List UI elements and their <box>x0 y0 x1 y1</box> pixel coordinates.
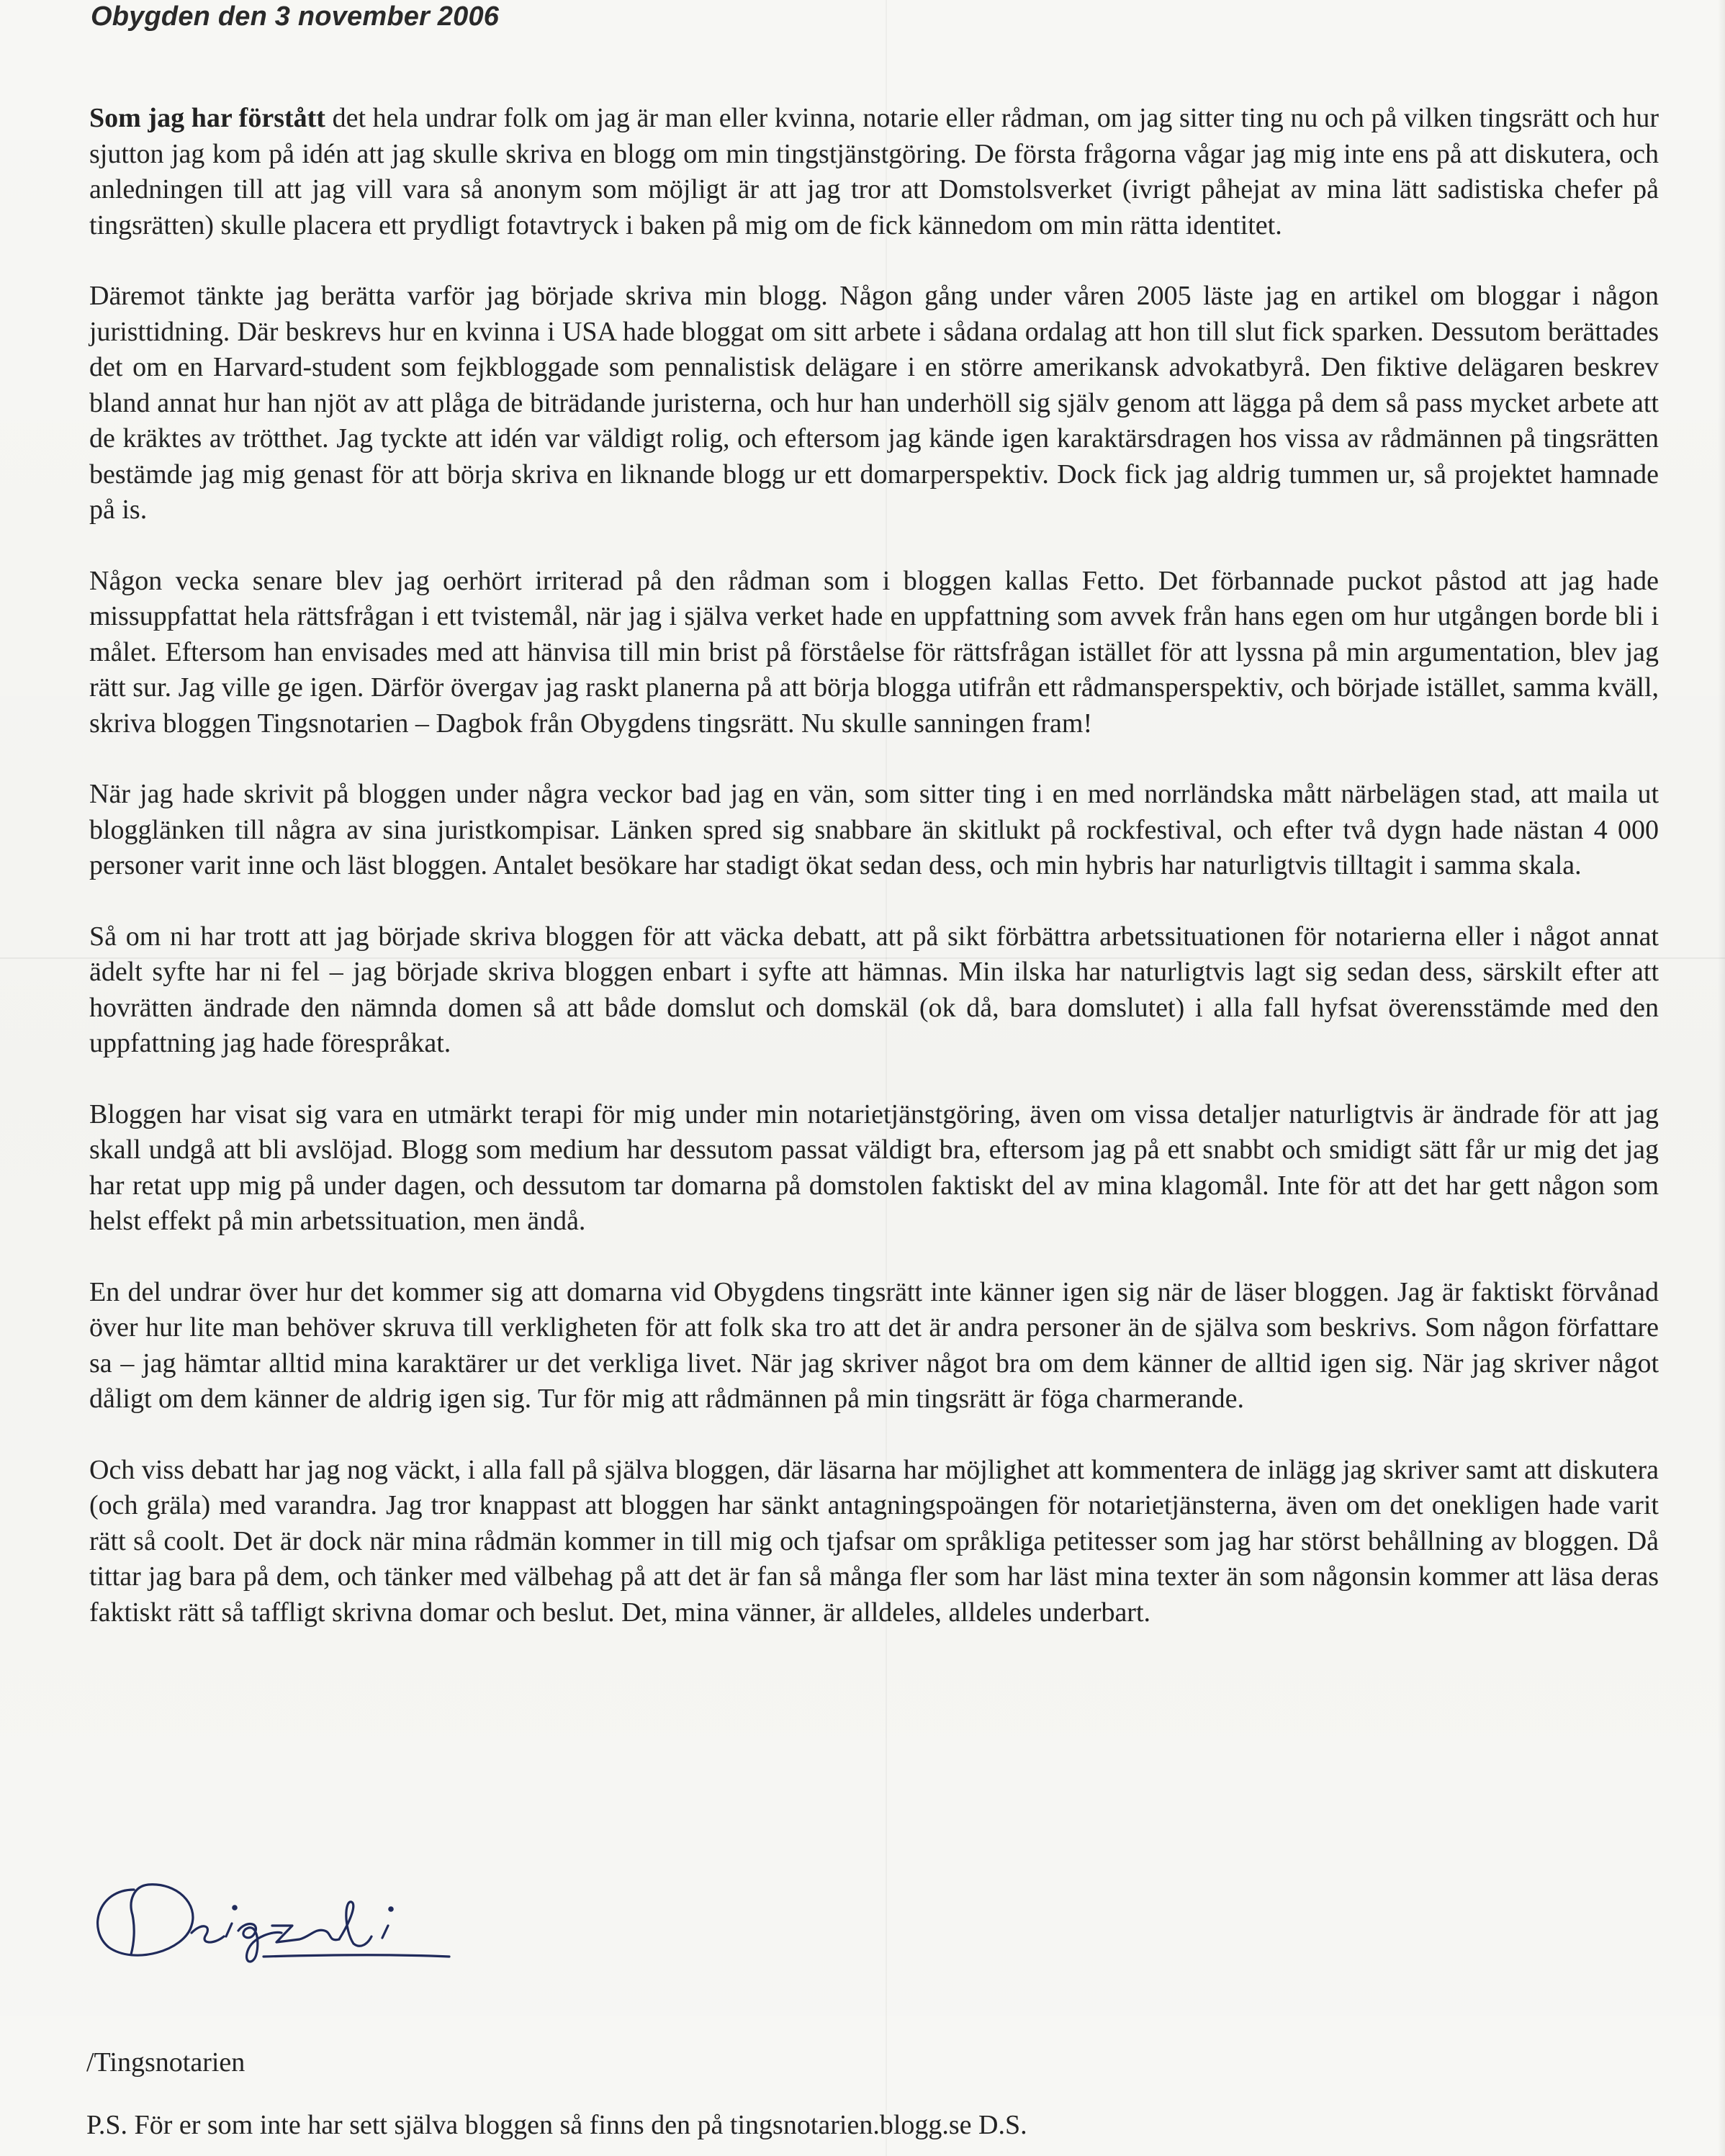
letter-postscript: P.S. För er som inte har sett själva bloggen så finns den på tingsnotarien.blogg.se D.S. <box>86 2110 1027 2140</box>
letter-paragraph-1 <box>89 101 1659 243</box>
paragraph-text: det hela undrar folk om jag är man eller kvinna, notarie eller rådman, om jag sitter ting nu och på vilken tingsrätt och hur sjutton jag kom på idén att jag skulle skriva en blogg om min tingstjänstgöring. De första frågorna vågar jag mig inte ens på att diskutera, och anledningen till att jag vill vara så anonym som möjligt är att jag tror att Domstolsverket (ivrigt påhejat av mina lätt sadistiska chefer på tingsrätten) skulle placera ett prydligt fotavtryck i baken på mig om de fick kännedom om min rätta identitet. <box>89 103 1659 240</box>
letter-paragraph-7: En del undrar över hur det kommer sig att domarna vid Obygdens tingsrätt inte känner igen sig när de läser bloggen. Jag är faktiskt förvånad över hur lite man behöver skruva till verkligheten för att folk ska tro att det är andra personer än de själva som beskrivs. Som någon författare sa – jag hämtar alltid mina karaktärer ur det verkliga livet. När jag skriver något bra om dem känner de alltid igen sig. När jag skriver något dåligt om dem känner de aldrig igen sig. Tur för mig att rådmännen på min tingsrätt är föga charmerande. <box>89 1276 1659 1414</box>
letter-paragraph-8: Och viss debatt har jag nog väckt, i alla fall på själva bloggen, där läsarna har möjlighet att kommentera de inlägg jag skriver samt att diskutera (och gräla) med varandra. Jag tror knappast att bloggen har sänkt antagningspoängen för notarietjänsterna, även om det onekligen hade varit rätt så coolt. Det är dock när mina rådmän kommer in till mig och tjafsar om språkliga petitesser som jag har störst behållning av bloggen. Då tittar jag bara på dem, och tänker med välbehag på att det är fan så många fler som har läst mina texter än som någonsin kommer att läsa deras faktiskt rätt så taffligt skrivna domar och beslut. Det, mina vänner, är alldeles, alldeles underbart. <box>89 1454 1659 1628</box>
letter-paragraph-2: Däremot tänkte jag berätta varför jag började skriva min blogg. Någon gång under våren 2005 läste jag en artikel om bloggar i någon juristtidning. Där beskrevs hur en kvinna i USA hade bloggat om sitt arbete i sådana ordalag att hon till slut fick sparken. Dessutom berättades det om en Harvard-student som fejkbloggade som pennalistisk delägare i en större amerikansk advokatbyrå. Den fiktive delägaren beskrev bland annat hur han njöt av att plåga de biträdande juristerna, och hur han underhöll sig själv genom att lägga på dem så pass mycket arbete att de kräktes av trötthet. Jag tyckte att idén var väldigt rolig, och eftersom jag kände igen karaktärsdragen hos vissa av rådmännen på tingsrätten bestämde jag mig genast för att börja skriva en liknande blogg ur ett domarperspektiv. Dock fick jag aldrig tummen ur, så projektet hamnade på is. <box>89 281 1659 525</box>
letter-body <box>89 101 1659 1666</box>
handwritten-signature <box>84 1864 458 1972</box>
paper-edge-shadow <box>1718 0 1725 2156</box>
letter-dateline: Obygden den 3 november 2006 <box>91 1 500 32</box>
letter-signoff: /Tingsnotarien <box>86 2047 246 2078</box>
letter-paragraph-4: När jag hade skrivit på bloggen under några veckor bad jag en vän, som sitter ting i en med norrländska mått närbelägen stad, att maila ut blogglänken till några av sina juristkompisar. Länken spred sig snabbare än skitlukt på rockfestival, och efter två dygn hade nästan 4 000 personer varit inne och läst bloggen. Antalet besökare har stadigt ökat sedan dess, och min hybris har naturligtvis tilltagit i samma skala. <box>89 779 1659 880</box>
lead-phrase: Som jag har förstått <box>89 103 325 133</box>
letter-paragraph-6: Bloggen har visat sig vara en utmärkt terapi för mig under min notarietjänstgöring, även om vissa detaljer naturligtvis är ändrade för att jag skall undgå att bli avslöjad. Blogg som medium har dessutom passat väldigt bra, eftersom jag på ett snabbt och smidigt sätt får ur mig det jag har retat upp mig på under dagen, och dessutom tar domarna på domstolen faktiskt del av mina klagomål. Inte för att det har gett någon som helst effekt på min arbetssituation, men ändå. <box>89 1099 1659 1236</box>
letter-paragraph-5: Så om ni har trott att jag började skriva bloggen för att väcka debatt, att på sikt förbättra arbetssituationen för notarierna eller i något annat ädelt syfte har ni fel – jag började skriva bloggen enbart i syfte att hämnas. Min ilska har naturligtvis lagt sig sedan dess, särskilt efter att hovrätten ändrade den nämnda domen så att både domslut och domskäl (ok då, bara domslutet) i alla fall hyfsat överensstämde med den uppfattning jag hade förespråkat. <box>89 921 1659 1058</box>
letter-paragraph-3: Någon vecka senare blev jag oerhört irriterad på den rådman som i bloggen kallas Fetto. Det förbannade puckot påstod att jag hade missuppfattat hela rättsfrågan i ett tvistemål, när jag i själva verket hade en uppfattning som avvek från hans egen om hur utgången borde bli i målet. Eftersom han envisades med att hänvisa till min brist på förståelse för rättsfrågan istället för att lyssna på min argumentation, blev jag rätt sur. Jag ville ge igen. Därför övergav jag raskt planerna på att börja blogga utifrån ett rådmansperspektiv, och började istället, samma kväll, skriva bloggen Tingsnotarien – Dagbok från Obygdens tingsrätt. Nu skulle sanningen fram! <box>89 565 1659 739</box>
